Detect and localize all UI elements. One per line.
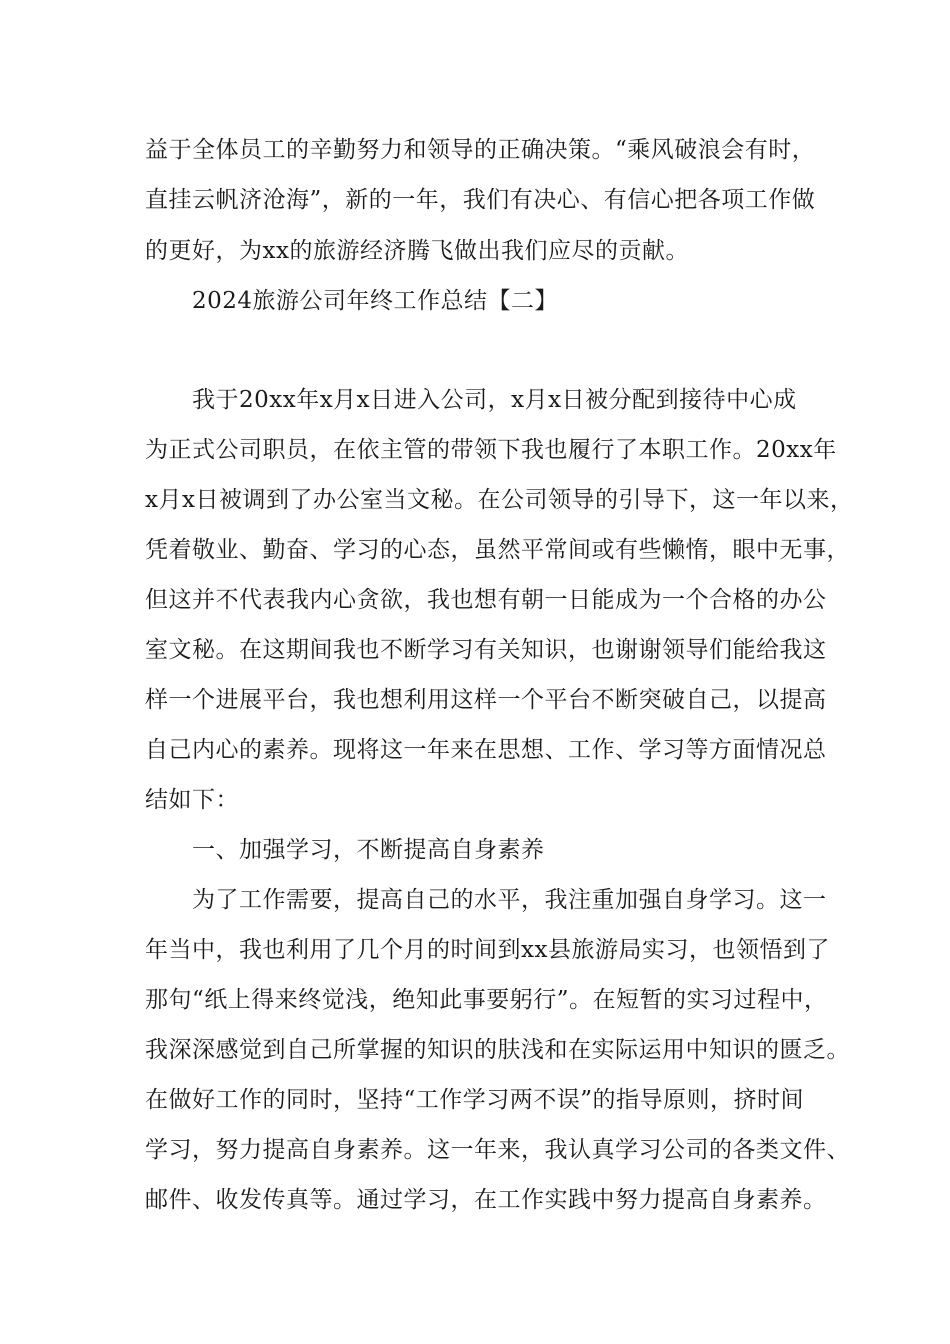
text-line: 样一个进展平台，我也想利用这样一个平台不断突破自己，以提高: [145, 687, 827, 713]
text-line: 我深深感觉到自己所掌握的知识的肤浅和在实际运用中知识的匮乏。: [145, 1037, 850, 1063]
text-line: 凭着敬业、勤奋、学习的心态，虽然平常间或有些懒惰，眼中无事，: [145, 537, 850, 563]
text-line: 直挂云帆济沧海”，新的一年，我们有决心、有信心把各项工作做: [145, 187, 816, 213]
text-line: 邮件、收发传真等。通过学习，在工作实践中努力提高自身素养。: [145, 1187, 827, 1213]
text-line: 为了工作需要，提高自己的水平，我注重加强自身学习。这一: [192, 887, 827, 913]
text-line: 我于20xx年x月x日进入公司，x月x日被分配到接待中心成: [192, 387, 797, 413]
text-line: 但这并不代表我内心贪欲，我也想有朝一日能成为一个合格的办公: [145, 587, 827, 613]
text-line: 为正式公司职员，在依主管的带领下我也履行了本职工作。20xx年: [145, 437, 837, 463]
text-line: 在做好工作的同时，坚持“工作学习两不误”的指导原则，挤时间: [145, 1087, 805, 1113]
text-line: 年当中，我也利用了几个月的时间到xx县旅游局实习，也领悟到了: [145, 937, 830, 963]
text-line: 的更好，为xx的旅游经济腾飞做出我们应尽的贡献。: [145, 238, 689, 264]
section-heading: 2024旅游公司年终工作总结【二】: [192, 288, 559, 314]
text-line: x月x日被调到了办公室当文秘。在公司领导的引导下，这一年以来，: [145, 487, 854, 513]
text-line: 学习，努力提高自身素养。这一年来，我认真学习公司的各类文件、: [145, 1137, 850, 1163]
text-line: 室文秘。在这期间我也不断学习有关知识，也谢谢领导们能给我这: [145, 637, 827, 663]
text-line: 自己内心的素养。现将这一年来在思想、工作、学习等方面情况总: [145, 737, 827, 763]
text-line: 益于全体员工的辛勤努力和领导的正确决策。“乘风破浪会有时，: [145, 137, 816, 163]
text-line: 结如下：: [145, 787, 239, 813]
subsection-heading: 一、加强学习，不断提高自身素养: [192, 837, 545, 863]
text-line: 那句“纸上得来终觉浅，绝知此事要躬行”。在短暂的实习过程中，: [145, 987, 828, 1013]
